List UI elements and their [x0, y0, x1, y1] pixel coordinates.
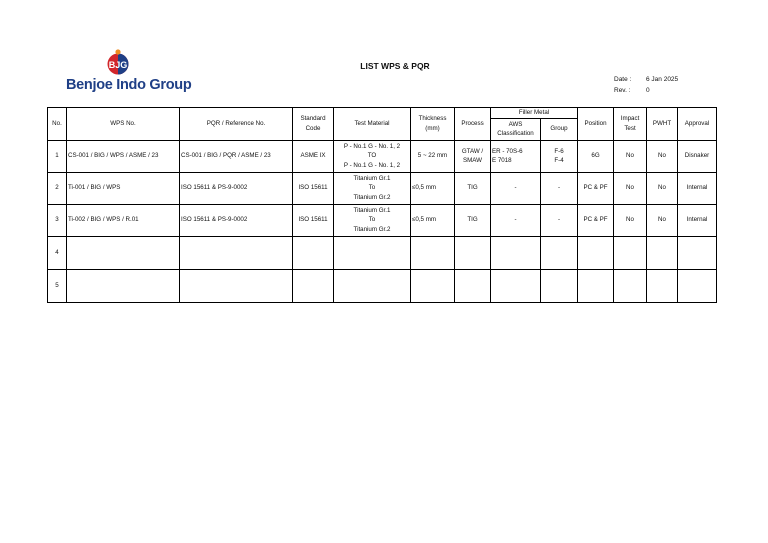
table-row	[48, 204, 717, 236]
cell-empty	[578, 269, 614, 302]
bjg-mark-icon	[98, 48, 138, 78]
cell-empty	[614, 236, 647, 269]
cell-process: TIG	[455, 204, 491, 236]
cell-position: 6G	[578, 140, 614, 172]
cell-approval: Internal	[678, 172, 717, 204]
cell-no: 2	[48, 172, 67, 204]
header-thickness: Thickness (mm)	[411, 108, 455, 141]
cell-position: PC & PF	[578, 172, 614, 204]
cell-wps-no: Ti-002 / BIG / WPS / R.01	[67, 204, 180, 236]
cell-standard-code: ISO 15611	[293, 172, 334, 204]
cell-pqr-no: ISO 15611 & PS-9-0002	[180, 172, 293, 204]
cell-empty	[678, 269, 717, 302]
cell-empty	[334, 269, 411, 302]
cell-aws-classification: -	[491, 172, 541, 204]
wps-pqr-table	[47, 107, 717, 303]
cell-standard-code: ISO 15611	[293, 204, 334, 236]
cell-process: TIG	[455, 172, 491, 204]
date-label: Date :	[614, 76, 632, 83]
cell-test-material: Titanium Gr.1 To Titanium Gr.2	[334, 204, 411, 236]
table-row	[48, 140, 717, 172]
header-filler-metal: Filler Metal	[491, 108, 578, 119]
cell-empty	[614, 269, 647, 302]
cell-pwht: No	[647, 204, 678, 236]
cell-empty	[180, 269, 293, 302]
cell-empty	[67, 236, 180, 269]
cell-thickness: ≤0,5 mm	[411, 172, 455, 204]
cell-thickness: 5 ~ 22 mm	[411, 140, 455, 172]
cell-impact-test: No	[614, 172, 647, 204]
header-pwht: PWHT	[647, 108, 678, 141]
cell-impact-test: No	[614, 140, 647, 172]
cell-group: -	[541, 204, 578, 236]
header-wps-no: WPS No.	[67, 108, 180, 141]
header-standard-code: Standard Code	[293, 108, 334, 141]
cell-empty	[67, 269, 180, 302]
cell-empty	[578, 236, 614, 269]
cell-empty	[293, 269, 334, 302]
cell-empty	[455, 269, 491, 302]
table-row	[48, 172, 717, 204]
cell-aws-classification: ER - 70S-6 E 7018	[491, 140, 541, 172]
header-group: Group	[541, 118, 578, 140]
cell-empty	[334, 236, 411, 269]
cell-no: 5	[48, 269, 67, 302]
header-position: Position	[578, 108, 614, 141]
cell-no: 4	[48, 236, 67, 269]
cell-no: 1	[48, 140, 67, 172]
cell-wps-no: Ti-001 / BIG / WPS	[67, 172, 180, 204]
mark-letters: BJG	[108, 60, 128, 70]
cell-process: GTAW / SMAW	[455, 140, 491, 172]
cell-pwht: No	[647, 140, 678, 172]
cell-aws-classification: -	[491, 204, 541, 236]
cell-wps-no: CS-001 / BIG / WPS / ASME / 23	[67, 140, 180, 172]
table-row-empty	[48, 269, 717, 302]
cell-empty	[541, 269, 578, 302]
company-name: Benjoe Indo Group	[66, 77, 192, 93]
cell-group: -	[541, 172, 578, 204]
cell-impact-test: No	[614, 204, 647, 236]
company-logo	[66, 48, 192, 98]
date-row	[614, 74, 678, 85]
header-aws-classification: AWS Classification	[491, 118, 541, 140]
header-no: No.	[48, 108, 67, 141]
cell-empty	[455, 236, 491, 269]
header-impact-test: Impact Test	[614, 108, 647, 141]
cell-test-material: P - No.1 G - No. 1, 2 TO P - No.1 G - No. 1, 2	[334, 140, 411, 172]
header-test-material: Test Material	[334, 108, 411, 141]
document-title: LIST WPS & PQR	[360, 61, 430, 71]
header-process: Process	[455, 108, 491, 141]
cell-pqr-no: ISO 15611 & PS-9-0002	[180, 204, 293, 236]
cell-empty	[491, 269, 541, 302]
cell-empty	[678, 236, 717, 269]
cell-pwht: No	[647, 172, 678, 204]
cell-empty	[411, 236, 455, 269]
cell-empty	[411, 269, 455, 302]
cell-approval: Disnaker	[678, 140, 717, 172]
document-meta	[614, 74, 678, 96]
table-row-empty	[48, 236, 717, 269]
date-value: 6 Jan 2025	[646, 76, 679, 83]
cell-group: F-6 F-4	[541, 140, 578, 172]
cell-empty	[541, 236, 578, 269]
cell-pqr-no: CS-001 / BIG / PQR / ASME / 23	[180, 140, 293, 172]
cell-test-material: Titanium Gr.1 To Titanium Gr.2	[334, 172, 411, 204]
cell-empty	[647, 236, 678, 269]
rev-label: Rev. :	[614, 87, 631, 94]
rev-value: 0	[646, 87, 650, 94]
cell-empty	[647, 269, 678, 302]
cell-approval: Internal	[678, 204, 717, 236]
rev-row	[614, 85, 678, 96]
cell-empty	[293, 236, 334, 269]
cell-no: 3	[48, 204, 67, 236]
cell-thickness: ≤0,5 mm	[411, 204, 455, 236]
cell-standard-code: ASME IX	[293, 140, 334, 172]
header-approval: Approval	[678, 108, 717, 141]
header-row	[48, 108, 717, 119]
header-pqr-no: PQR / Reference No.	[180, 108, 293, 141]
cell-empty	[491, 236, 541, 269]
cell-position: PC & PF	[578, 204, 614, 236]
cell-empty	[180, 236, 293, 269]
